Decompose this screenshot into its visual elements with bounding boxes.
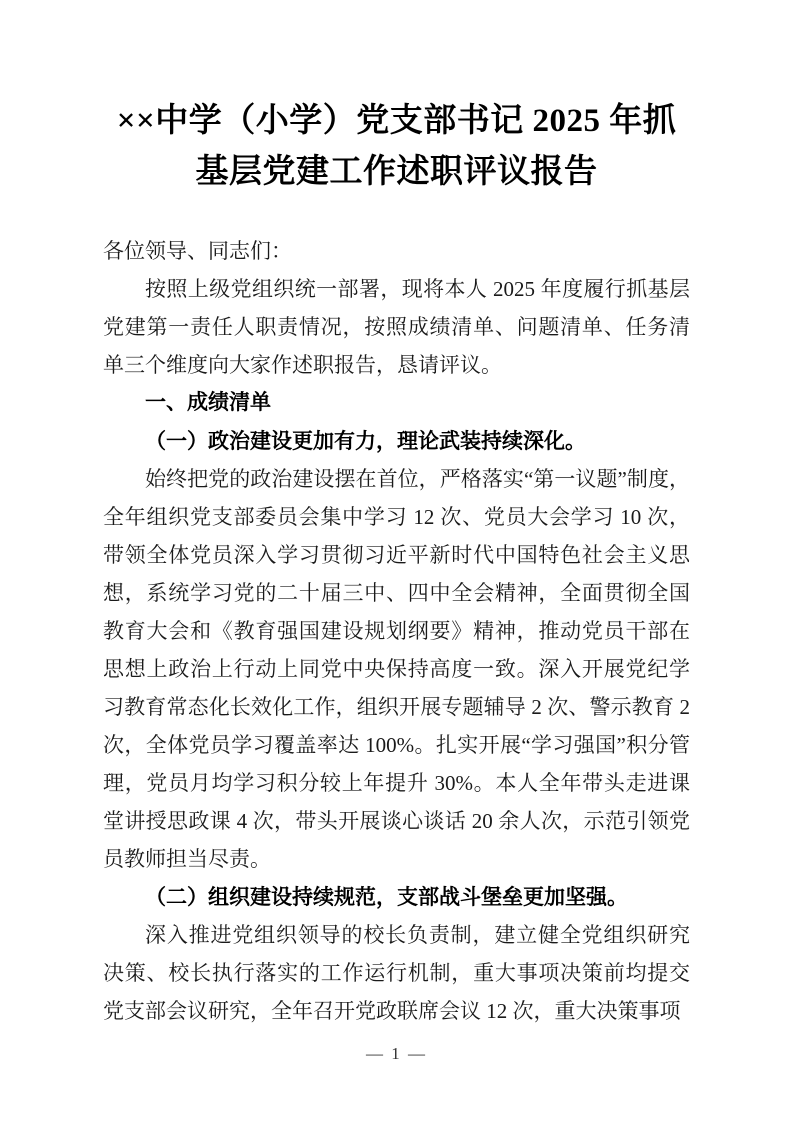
- salutation: 各位领导、同志们：: [103, 239, 292, 263]
- document-body: [103, 232, 690, 1030]
- page-number: — 1 —: [366, 1044, 427, 1063]
- document-title: ××中学（小学）党支部书记 2025 年抓基层党建工作述职评议报告: [116, 103, 677, 190]
- document-content: [0, 96, 793, 1030]
- paragraph-organization-building: 深入推进党组织领导的校长负责制，建立健全党组织研究决策、校长执行落实的工作运行机制，重大事项决策前均提交党支部会议研究，全年召开党政联席会议 12 次，重大决策事项: [103, 923, 690, 1023]
- subsection-heading-organization-building: （二）组织建设持续规范，支部战斗堡垒更加坚强。: [145, 885, 628, 909]
- section-heading-achievements: 一、成绩清单: [145, 391, 271, 414]
- paragraph-intro: 按照上级党组织统一部署，现将本人 2025 年度履行抓基层党建第一责任人职责情况，按照成绩清单、问题清单、任务清单三个维度向大家作述职报告，恳请评议。: [103, 277, 690, 377]
- subsection-heading-political-building: （一）政治建设更加有力，理论武装持续深化。: [145, 429, 586, 453]
- paragraph-political-building: 始终把党的政治建设摆在首位，严格落实“第一议题”制度，全年组织党支部委员会集中学习 12 次、党员大会学习 10 次，带领全体党员深入学习贯彻习近平新时代中国特色社会主义思想，系统学习党的二十届三中、四中全会精神，全面贯彻全国教育大会和《教育强国建设规划纲要》精神，推动党员干部在思想上政治上行动上同党中央保持高度一致。深入开展党纪学习教育常态化长效化工作，组织开展专题辅导 2 次、警示教育 2 次，全体党员学习覆盖率达 100%。扎实开展“学习强国”积分管理，党员月均学习积分较上年提升 30%。本人全年带头走进课堂讲授思政课 4 次，带头开展谈心谈话 20 余人次，示范引领党员教师担当尽责。: [103, 467, 690, 871]
